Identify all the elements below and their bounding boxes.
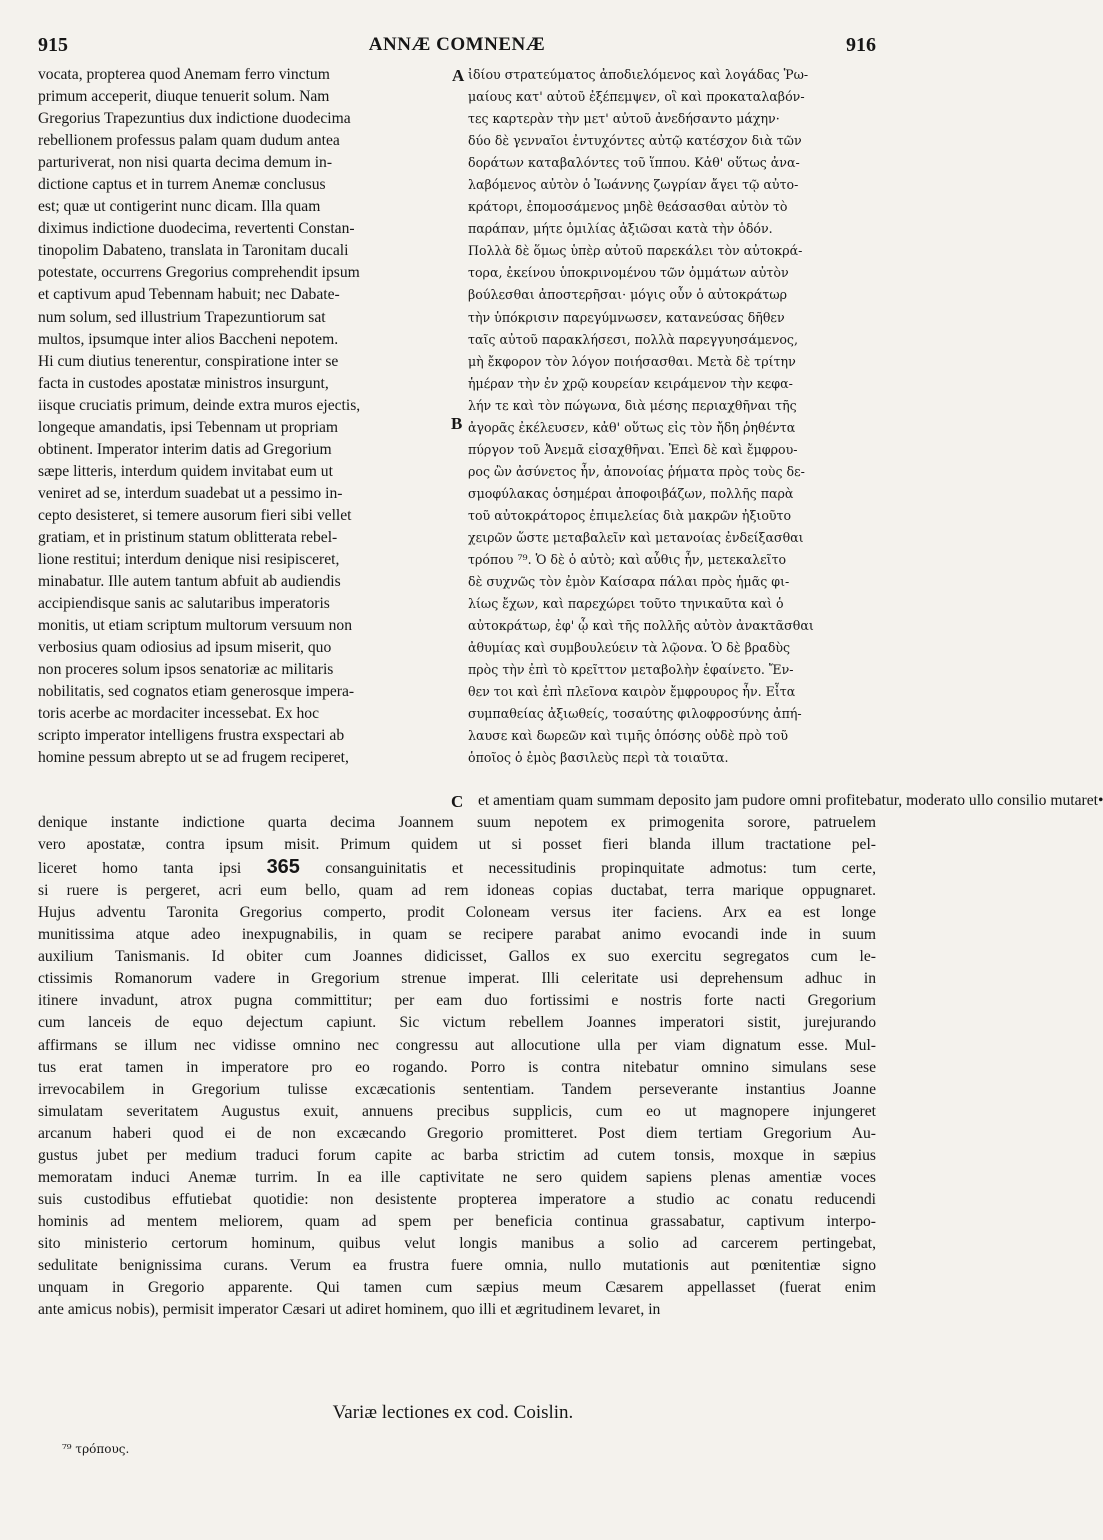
text-line: σμοφύλακας ὁσημέραι ἀποφοιβάζων, πολλῆς παρὰ bbox=[468, 485, 794, 501]
text-line: veniret ad se, interdum suadebat ut a pessimo in- bbox=[38, 484, 343, 502]
text-line: μαίους κατ' αὐτοῦ ἐξέπεμψεν, οἳ καὶ προκαταλαβόν- bbox=[468, 89, 805, 105]
text-line: unquam in Gregorio apparente. Qui tamen cum sæpius meum Cæsarem appellasset (fuerat enim bbox=[38, 1279, 876, 1297]
text-line: δοράτων καταβαλόντες τοῦ ἵππου. Κἀθ' οὕτως ἀνα- bbox=[468, 155, 800, 171]
text-line: denique instante indictione quarta decima Joannem suum nepotem ex primogenita sorore, patruelem bbox=[38, 814, 876, 832]
page-number-right: 916 bbox=[846, 34, 876, 56]
text-line: τορα, ἐκείνου ὑποκρινομένου τῶν ὀμμάτων αὐτὸν bbox=[468, 265, 789, 281]
section-marker-a: A bbox=[452, 66, 465, 85]
text-line: δύο δὲ γενναῖοι ἐντυχόντες αὐτῷ κατέσχον διὰ τῶν bbox=[468, 133, 802, 149]
text-line: τοῦ αὐτοκράτορος ἐπιμελείας διὰ μακρῶν ἠξιοῦτο bbox=[468, 507, 792, 523]
text-line: tinopolim Dabateno, translata in Taronitam ducali bbox=[38, 242, 349, 260]
text-line: potestate, occurrens Gregorius comprehendit ipsum bbox=[38, 264, 360, 282]
page-number-left: 915 bbox=[38, 34, 68, 56]
text-line: iisque cruciatis primum, deinde extra muros ejectis, bbox=[38, 396, 361, 414]
text-line: monitis, ut etiam scriptum multorum versuum non bbox=[38, 617, 353, 635]
text-line: Gregorius Trapezuntius dux indictione duodecima bbox=[38, 110, 351, 128]
text-line: suis custodibus effutiebat quotidie: non desistente propterea imperatore a studio ac conatu reducendi bbox=[38, 1190, 876, 1208]
section-marker-c: C bbox=[451, 792, 464, 811]
text-line: συμπαθείας ἀξιωθείς, τοσαύτης φιλοφροσύνης ἀπή- bbox=[468, 706, 802, 722]
text-line: πρὸς τὴν ἐπὶ τὸ κρεῖττον μεταβολὴν ἐφαίνετο. Ἔν- bbox=[468, 662, 794, 678]
text-line: ταῖς αὐτοῦ παρακλήσεσι, πολλὰ παρεγγυησάμενος, bbox=[468, 331, 798, 347]
variae-lectiones-heading: Variæ lectiones ex cod. Coislin. bbox=[332, 1402, 574, 1423]
text-line: ante amicus nobis), permisit imperator Cæsari ut adiret hominem, quo illi et ægritudinem levaret, in bbox=[38, 1301, 661, 1319]
text-line: munitissima atque adeo inexpugnabilis, in quam se recipere parabat animo evocandi inde in suum bbox=[38, 926, 876, 944]
text-line: αὐτοκράτωρ, ἐφ' ᾧ καὶ τῆς πολλῆς αὐτὸν ἀνακτᾶσθαι bbox=[468, 618, 814, 634]
text-line: cum lanceis de equo dejectum capiunt. Sic victum rebellem Joannes imperatori sistit, jurejurando bbox=[38, 1014, 876, 1032]
text-line: multos, ipsumque inter alios Baccheni nepotem. bbox=[38, 330, 339, 348]
text-line: θεν τοι καὶ ἐπὶ πλεῖονα καιρὸν ἔμφρουρος ἦν. Εἶτα bbox=[468, 684, 796, 700]
text-line: simulatam severitatem Augustus exuit, annuens precibus supplicis, cum eo ut magnopere injungeret bbox=[38, 1102, 876, 1120]
text-line: lione restitui; interdum denique nisi resipisceret, bbox=[38, 551, 340, 569]
footnote: ⁷⁹ τρόπους. bbox=[62, 1442, 130, 1456]
text-line: rebellionem professus palam quam dudum antea bbox=[38, 132, 340, 150]
text-line: primum acceperit, diuque tenuerit solum. Nam bbox=[38, 88, 330, 106]
text-line: affirmans se illum nec vidisse omnino nec congressu aut allocutione ulla per viam dignatum esse. Mul- bbox=[38, 1036, 876, 1054]
text-line: λαυσε καὶ δωρεῶν καὶ τιμῆς ὁπόσης οὐδὲ πρὸ τοῦ bbox=[468, 728, 788, 744]
text-line: τες καρτερὰν τὴν μετ' αὐτοῦ ἀνεδήσαντο μάχην· bbox=[468, 111, 780, 127]
section-marker-b: B bbox=[451, 414, 463, 433]
text-line: accipiendisque sanis ac salutaribus imperatoris bbox=[38, 595, 330, 613]
text-line: gratiam, et in pristinum statum oblitterata rebel- bbox=[38, 528, 338, 546]
text-line: ἀθυμίας καὶ συμβουλεύειν τὰ λῷονα. Ὁ δὲ βραδὺς bbox=[468, 640, 791, 656]
text-line: irrevocabilem in Gregorium tulisse excæcationis sententiam. Tandem perseverante instantius Joanne bbox=[38, 1080, 876, 1098]
text-line: Hi cum diutius tenerentur, conspiratione inter se bbox=[38, 352, 339, 370]
text-line: λαβόμενος αὐτὸν ὁ Ἰωάννης ζωγρίαν ἄγει τῷ αὐτο- bbox=[468, 177, 799, 193]
text-segment: consanguinitatis et necessitudinis propinquitate admotus: tum certe, bbox=[325, 860, 876, 878]
text-line: πύργον τοῦ Ἀνεμᾶ εἰσαχθῆναι. Ἐπεὶ δὲ καὶ ἔμφρου- bbox=[468, 441, 798, 457]
text-line: tus erat tamen in imperatore pro eo rogando. Porro is contra nitebatur omnino simulans sese bbox=[38, 1058, 876, 1076]
text-line: num solum, sed illustrium Trapezuntiorum sat bbox=[38, 308, 326, 326]
running-title: ANNÆ COMNENÆ bbox=[368, 34, 546, 55]
text-line: βούλεσθαι ἀποστερῆσαι· μόγις οὖν ὁ αὐτοκράτωρ bbox=[468, 287, 787, 303]
text-line: gustus jubet per medium traduci forum capite ac barba strictim ad cutem tonsis, moxque in sæpius bbox=[38, 1146, 876, 1164]
text-line: cepto desisteret, si temere ausorum fieri sibi vellet bbox=[38, 506, 352, 524]
text-line: χειρῶν ὥστε μεταβαλεῖν καὶ μετανοίας ἐνδείξασθαι bbox=[468, 529, 804, 545]
text-line: τρόπου ⁷⁹. Ὁ δὲ ὁ αὐτὸ; καὶ αὖθις ἦν, μετεκαλεῖτο bbox=[468, 552, 787, 568]
text-line: verbosius quam odiosius ad ipsum miserit, quo bbox=[38, 639, 332, 657]
text-line: δὲ συχνῶς τὸν ἐμὸν Καίσαρα πάλαι πρὸς ἡμᾶς φι- bbox=[468, 574, 790, 590]
text-line: obtinent. Imperator interim datis ad Gregorium bbox=[38, 440, 332, 458]
text-line: auxilium Tanismanis. Id obiter cum Joannes didicisset, Gallos ex suo exercitu segregatos cum le- bbox=[38, 948, 876, 966]
text-line: dictione captus et in turrem Anemæ conclusus bbox=[38, 176, 326, 194]
text-line: Hujus adventu Taronita Gregorius comperto, prodit Coloneam versus iter faciens. Arx ea est longe bbox=[38, 904, 876, 922]
text-line: Πολλὰ δὲ ὅμως ὑπὲρ αὐτοῦ παρεκάλει τὸν αὐτοκρά- bbox=[468, 243, 803, 259]
text-line: longeque amandatis, ipsi Tebennam ut propriam bbox=[38, 418, 339, 436]
text-line: vocata, propterea quod Anemam ferro vinctum bbox=[38, 66, 330, 83]
text-line: non proceres solum ipsos senatoriæ ac militaris bbox=[38, 661, 334, 679]
text-line: λίως ἔχων, καὶ παρεχώρει τοῦτο τηνικαῦτα καὶ ὁ bbox=[468, 596, 784, 612]
text-line: minabatur. Ille autem tantum abfuit ab audiendis bbox=[38, 573, 341, 591]
text-line: sæpe litteris, interdum quidem invitabat eum ut bbox=[38, 462, 333, 480]
greek-column bbox=[468, 64, 880, 770]
text-line: ctissimis Romanorum vadere in Gregorium strenue imperat. Illi celeritate usi deprehensum adhuc in bbox=[38, 970, 876, 988]
text-line: est; quæ ut contigerint nunc dicam. Illa quam bbox=[38, 198, 321, 216]
text-line: hominis ad mentem meliorem, quam ad spem per beneficia continua grassabatur, captivum interpo- bbox=[38, 1212, 876, 1230]
latin-fullwidth-text bbox=[38, 790, 1103, 1321]
text-line: λήν τε καὶ τὸν πώγωνα, διὰ μέσης περιαχθῆναι τῆς bbox=[468, 397, 797, 413]
text-line: memoratam induci Anemæ turrim. In ea ille captivitate ne sero quidem sapiens plenas amentiæ voces bbox=[38, 1168, 876, 1186]
text-line: sedulitate benignissima curans. Verum ea frustra fuere omnia, nullo mutationis aut pœnitentiæ signo bbox=[38, 1256, 876, 1274]
text-line: et amentiam quam summam deposito jam pudore omni profitebatur, moderato ullo consilio mutaret• bbox=[478, 792, 1103, 809]
text-line: parturiverat, non nisi quarta decima demum in- bbox=[38, 154, 333, 172]
text-line: κράτορι, ἐπομοσάμενος μηδὲ θεάσασθαι αὐτὸν τὸ bbox=[468, 199, 788, 215]
text-line: ἰδίου στρατεύματος ἀποδιελόμενος καὶ λογάδας Ῥω- bbox=[468, 67, 809, 82]
text-line: diximus indictione duodecima, revertenti Constan- bbox=[38, 220, 355, 238]
text-line: ἀγορᾶς ἐκέλευσεν, κἀθ' οὕτως εἰς τὸν ἤδη ῥηθέντα bbox=[468, 419, 796, 435]
latin-column bbox=[38, 64, 448, 770]
column-number: 365 bbox=[266, 856, 300, 879]
text-line bbox=[38, 856, 876, 880]
text-line: arcanum haberi quod ei de non excæcando Gregorio promitteret. Post diem tertiam Gregorium Au- bbox=[38, 1124, 876, 1142]
text-line: μὴ ἔκφορον τὸν λόγον ποιήσασθαι. Μετὰ δὲ τρίτην bbox=[468, 353, 796, 369]
text-line: τὴν ὑπόκρισιν παρεγύμνωσεν, κατανεύσας δῆθεν bbox=[468, 309, 785, 325]
text-line: vero apostatæ, contra ipsum misit. Primum quidem ut si posset fieri blanda illum tractatione pel- bbox=[38, 836, 876, 854]
text-line: ὁποῖος ὁ ἐμὸς βασιλεὺς περὶ τὰ τοιαῦτα. bbox=[468, 750, 729, 766]
text-line: sito ministerio certorum hominum, quibus velut longis manibus a solio ad carcerem pertingebat, bbox=[38, 1234, 876, 1252]
text-line: homine pessum abrepto ut se ad frugem reciperet, bbox=[38, 749, 349, 767]
text-line: toris acerbe ac mordaciter incessebat. Ex hoc bbox=[38, 705, 319, 723]
text-line: itinere invadunt, atrox pugna committitur; per eam duo fortissimi e nostris forte nacti Gregorium bbox=[38, 992, 876, 1010]
text-line: scripto imperator intelligens frustra exspectari ab bbox=[38, 727, 345, 745]
text-line: si ruere is pergeret, acri eum bello, quam ad rem idoneas copias ductabat, terra marique oppugnaret. bbox=[38, 882, 876, 900]
text-line: et captivum apud Tebennam habuit; nec Dabate- bbox=[38, 286, 340, 304]
running-header bbox=[38, 34, 876, 60]
text-line: παράπαν, μήτε ὁμιλίας ἀξιῶσαι κατὰ τὴν ὁδόν. bbox=[468, 221, 773, 237]
text-segment: liceret homo tanta ipsi bbox=[38, 860, 242, 878]
text-line: facta in custodes apostatæ ministros insurgunt, bbox=[38, 374, 329, 392]
text-line: ἡμέραν τὴν ἐν χρῷ κουρείαν κειράμενον τὴν κεφα- bbox=[468, 375, 793, 391]
text-line: ρος ὢν ἀσύνετος ἦν, ἀπονοίας ῥήματα πρὸς τοὺς δε- bbox=[468, 463, 805, 479]
text-line: nobilitatis, sed cognatos etiam generosque impera- bbox=[38, 683, 355, 701]
